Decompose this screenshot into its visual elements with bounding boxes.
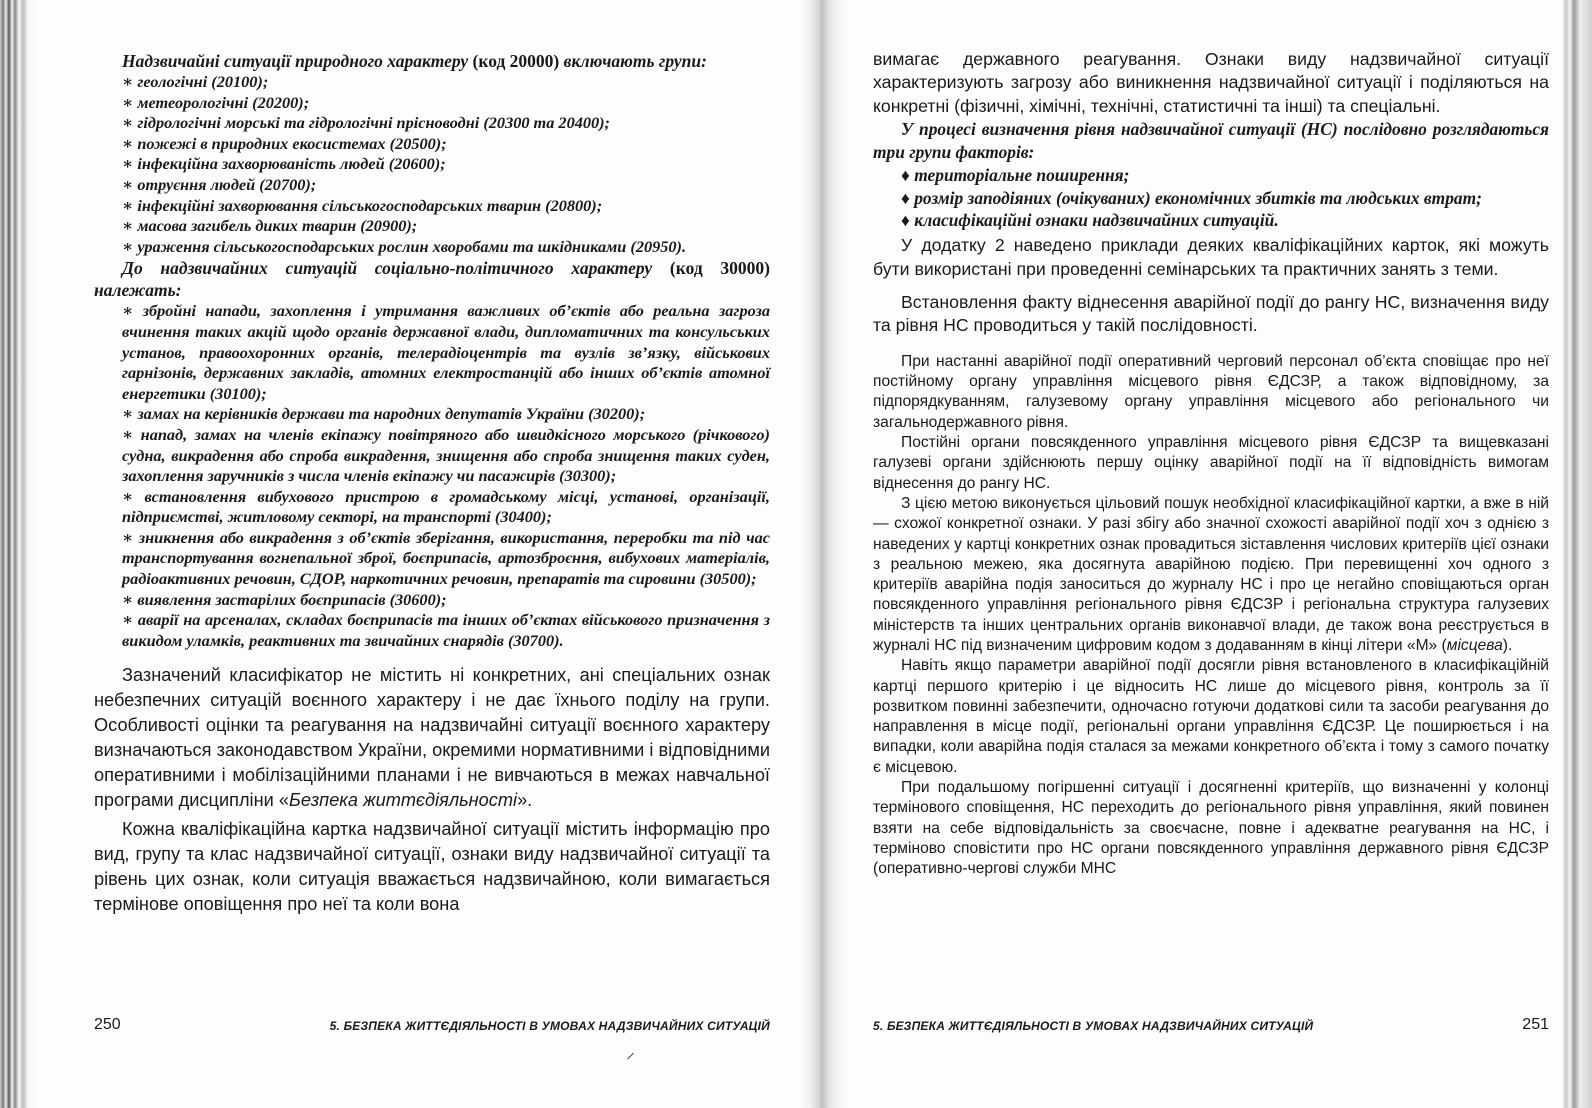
list-item: ∗ інфекційна захворюваність людей (20600); xyxy=(94,154,770,175)
book-edge-left xyxy=(0,0,38,1108)
paragraph: При настанні аварійної події оперативний черговий персонал об’єкта сповіщає про неї постійному органу управління місцевого рівня ЄДСЗР, а також відповідному, за підпорядкуванням, галузевому органу управління місцевого або регіонального чи загальнодержавного рівня. xyxy=(873,352,1549,431)
list-item: ∗ напад, замах на членів екіпажу повітряного або швидкісного морського (річкового) судна, викрадення або спроба викрадення, знищення або спроба знищення таких суден, захоплення заручників з числа членів екіпажу чи пасажирів (30300); xyxy=(94,425,770,487)
right-page xyxy=(873,48,1549,880)
list-item: ∗ масова загибель диких тварин (20900); xyxy=(94,216,770,237)
list-item: ∗ пожежі в природних екосистемах (20500); xyxy=(94,134,770,155)
social-heading: До надзвичайних ситуацій соціально-політичного характеру (код 30000) належать: xyxy=(94,258,771,301)
list-item: ♦ розмір заподіяних (очікуваних) економічних збитків та людських втрат; xyxy=(901,187,1482,208)
list-item: ∗ замах на керівників держави та народних депутатів України (30200); xyxy=(94,404,770,425)
list-item: ∗ аварії на арсеналах, складах боєприпасів та інших об’єктах військового призначення з викидом уламків, реактивних та звичайних снарядів (30700). xyxy=(94,610,770,651)
left-body-text xyxy=(94,663,770,917)
paragraph-establish: Встановлення факту віднесення аварійної події до рангу НС, визначення виду та рівня НС проводиться у такій послідовності. xyxy=(873,292,1549,336)
list-item: ♦ територіальне поширення; xyxy=(901,164,1130,185)
paragraph-continued: вимагає державного реагування. Ознаки виду надзвичайної ситуації характеризують загрозу або виникнення надзвичайної ситуації і поділяються на конкретні (фізичні, хімічні, технічні, статистичні та інші) та спеціальні. xyxy=(873,49,1549,116)
list-item: ∗ встановлення вибухового пристрою в громадському місці, установі, організації, підприємстві, житловому секторі, на транспорті (30400); xyxy=(94,487,770,528)
right-body-text xyxy=(873,234,1549,338)
list-item: ∗ гідрологічні морські та гідрологічні прісноводні (20300 та 20400); xyxy=(94,113,770,134)
paragraph-card: Кожна кваліфікаційна картка надзвичайної ситуації містить інформацію про вид, групу та клас надзвичайної ситуації, ознаки виду надзвичайної ситуації та рівень цих ознак, коли ситуація вважається надзвичайною, коли вимагається термінове оповіщення про неї та коли вона xyxy=(94,819,770,915)
paragraph: Постійні органи повсякденного управління місцевого рівня ЄДСЗР та вищевказані галузеві органи здійснюють першу оцінку аварійної події на її відповідність вимогам віднесення до рангу НС. xyxy=(873,434,1549,492)
paragraph: При подальшому погіршенні ситуації і досягненні критеріїв, що визначенні у колонці термінового сповіщення, НС переходить до регіонального рівня управління, який повинен взяти на себе відповідальність за своєчасне, повне і адекватне реагування на НС, і терміново сповістити про НС органи повсякденного управління державного рівня ЄДСЗР (оперативно-чергові служби МНС xyxy=(873,779,1549,878)
list-item: ∗ ураження сільськогосподарських рослин хворобами та шкідниками (20950). xyxy=(94,237,770,258)
paragraph-appendix: У додатку 2 наведено приклади деяких кваліфікаційних карток, які можуть бути використані при проведенні семінарських та практичних занять з теми. xyxy=(873,235,1549,279)
left-page xyxy=(94,50,770,917)
pencil-mark-icon: ⸝ xyxy=(626,1042,635,1063)
list-item: ∗ зникнення або викрадення з об’єктів зберігання, використання, переробки та під час транспортування вогнепальної зброї, боєприпасів, артозброєння, вибухових матеріалів, радіоактивних речовин, СДОР, наркотичних речовин, препаратів та сировини (30500); xyxy=(94,528,770,590)
factors-heading: У процесі визначення рівня надзвичайної ситуації (НС) послідовно розглядаються три групи факторів: xyxy=(873,119,1549,163)
page-number: 250 xyxy=(94,1016,121,1033)
natural-list xyxy=(94,72,770,257)
social-list xyxy=(94,301,770,651)
list-item: ∗ збройні напади, захоплення і утримання важливих об’єктів або реальна загроза вчинення таких акцій щодо органів державної влади, дипломатичних та консульських установ, правоохоронних органів, телерадіоцентрів та вузлів зв’язку, військових гарнізонів, державних закладів, атомних електростанцій або інших об’єктів атомної енергетики (30100); xyxy=(94,301,770,404)
natural-heading: Надзвичайні ситуації природного характеру (код 20000) включають групи: xyxy=(122,51,707,71)
book-gutter xyxy=(800,0,850,1108)
page-number: 251 xyxy=(1522,1016,1549,1033)
paragraph-classifier: Зазначений класифікатор не містить ні конкретних, ані спеціальних ознак небезпечних ситуацій воєнного характеру і не дає їхнього поділу на групи. Особливості оцінки та реагування на надзвичайні ситуації воєнного характеру визначаються законодавством України, окремими нормативними і відповідними оперативними і мобілізаційними планами і не вивчаються в межах навчальної програми дисципліни «Безпека життєдіяльності». xyxy=(94,665,770,811)
book-edge-right xyxy=(1562,0,1592,1108)
paragraph: З цією метою виконується цільовий пошук необхідної класифікаційної картки, а вже в ній — схожої конкретної ознаки. У разі збігу або значної схожості аварійної події хоч з однією з наведених у картці конкретних ознак провадиться зіставлення числових критеріїв цієї ознаки з реальною межею, яка досягнута аварійною подією. При перевищенні хоч одного з критеріїв аварійна подія заноситься до журналу НС і про це негайно сповіщаються орган повсякденного управління регіонального рівня ЄДСЗР і регіональна структура галузевих міністерств та інших центральних органів виконавчої влади, де також вона реєструється в журналі НС під визначеним цифровим кодом з додаванням в кінці літери «М» (місцева). xyxy=(873,494,1549,654)
left-footer xyxy=(94,1016,770,1034)
list-item: ∗ інфекційні захворювання сільськогосподарських тварин (20800); xyxy=(94,196,770,217)
list-item: ∗ метеорологічні (20200); xyxy=(94,93,770,114)
paragraph: Навіть якщо параметри аварійної події досягли рівня встановленого в класифікаційній картці першого критерію і це відносить НС лише до місцевого рівня, контроль за її розвитком повинні забезпечити, одночасно готуючи додаткові сили та засоби реагування до направлення в місце події, регіональні органи управління ЄДСЗР. Це поширюється і на випадки, коли аварійна подія сталася за межами конкретного об’єкта і тому з самого початку є місцевою. xyxy=(873,657,1549,776)
running-title: 5. БЕЗПЕКА ЖИТТЄДІЯЛЬНОСТІ В УМОВАХ НАДЗВИЧАЙНИХ СИТУАЦІЙ xyxy=(329,1019,770,1033)
list-item: ∗ отруєння людей (20700); xyxy=(94,175,770,196)
right-intro xyxy=(873,48,1549,118)
list-item: ∗ виявлення застарілих боєприпасів (30600); xyxy=(94,590,770,611)
running-title: 5. БЕЗПЕКА ЖИТТЄДІЯЛЬНОСТІ В УМОВАХ НАДЗВИЧАЙНИХ СИТУАЦІЙ xyxy=(873,1019,1314,1033)
right-small-text xyxy=(873,352,1549,880)
list-item: ♦ класифікаційні ознаки надзвичайних ситуацій. xyxy=(901,210,1279,231)
list-item: ∗ геологічні (20100); xyxy=(94,72,770,93)
